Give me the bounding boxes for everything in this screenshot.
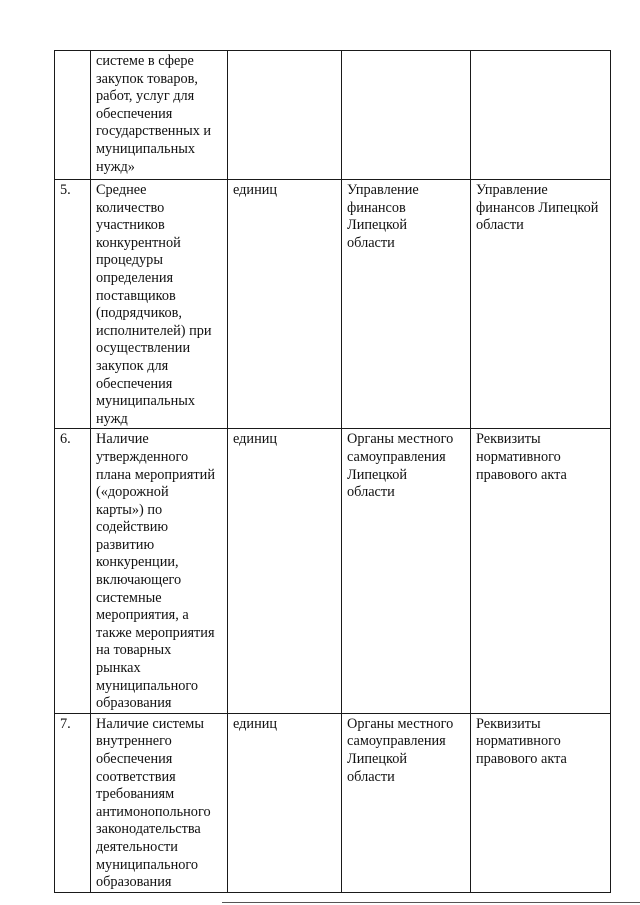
indicator-name-line: обеспечения xyxy=(96,751,173,767)
row-number-cell xyxy=(55,51,91,180)
indicator-name-line: исполнителей) при xyxy=(96,322,212,339)
org-line: Органы местного xyxy=(347,715,454,732)
indicator-name-line: муниципального xyxy=(96,677,199,694)
indicator-name-line: определения xyxy=(96,269,174,286)
source-line: Реквизиты xyxy=(476,715,541,732)
table-row xyxy=(55,429,611,714)
indicator-name-line: деятельности xyxy=(96,838,178,855)
data-source-cell xyxy=(471,713,611,892)
source-line: области xyxy=(476,217,524,234)
indicator-name-line: («дорожной xyxy=(96,484,169,501)
indicator-name-line: плана мероприятий xyxy=(96,466,215,483)
indicator-name-line: Наличие xyxy=(96,431,149,448)
data-source-cell xyxy=(471,51,611,180)
indicator-name-line: также мероприятия xyxy=(96,624,215,641)
indicator-name-line: конкурентной xyxy=(96,234,181,251)
indicator-name-line: системные xyxy=(96,589,162,606)
indicator-name-cell xyxy=(91,180,228,429)
indicator-name-line: обеспечения xyxy=(96,105,173,122)
indicator-name-line: мероприятия, а xyxy=(96,607,189,624)
indicator-name-line: антимонопольного xyxy=(96,803,211,820)
source-line: нормативного xyxy=(476,733,561,750)
indicator-name-line: рынках xyxy=(96,660,141,677)
indicator-name-line: Среднее xyxy=(96,182,147,198)
footer-divider xyxy=(222,902,640,903)
indicator-name-line: соответствия xyxy=(96,768,176,785)
indicator-name-line: конкуренции, xyxy=(96,554,179,571)
indicator-name-line: муниципального xyxy=(96,856,199,873)
indicator-name-line: муниципальных xyxy=(96,393,195,410)
table-row-continuation xyxy=(55,51,611,180)
unit-cell: единиц xyxy=(228,180,342,429)
row-number-cell: 5. xyxy=(55,180,91,429)
source-line: нормативного xyxy=(476,448,561,465)
data-source-cell xyxy=(471,180,611,429)
indicator-name-line: нужд» xyxy=(96,158,135,175)
indicator-name-line: осуществлении xyxy=(96,340,191,357)
source-line: Реквизиты xyxy=(476,431,541,448)
responsible-org-cell xyxy=(342,713,471,892)
indicator-name-line: закупок товаров, xyxy=(96,70,198,87)
org-line: Липецкой xyxy=(347,217,408,234)
indicator-name-line: государственных и xyxy=(96,123,212,140)
indicator-name-line: карты») по xyxy=(96,501,163,518)
indicator-name-cell xyxy=(91,713,228,892)
org-line: самоуправления xyxy=(347,448,446,465)
indicator-name-line: муниципальных xyxy=(96,140,195,157)
org-line: финансов xyxy=(347,199,406,216)
indicator-name-line: обеспечения xyxy=(96,375,173,392)
source-line: финансов Липецкой xyxy=(476,199,599,216)
indicator-name-line: образования xyxy=(96,695,172,712)
org-line: самоуправления xyxy=(347,733,446,750)
org-line: Липецкой xyxy=(347,466,408,483)
indicator-name-line: количество xyxy=(96,199,165,216)
indicator-name-line: развитию xyxy=(96,536,155,553)
indicator-name-line: утвержденного xyxy=(96,448,189,465)
unit-cell: единиц xyxy=(228,429,342,714)
indicator-name-line: требованиям xyxy=(96,786,175,803)
indicator-name-cell xyxy=(91,51,228,180)
indicator-name-line: системе в сфере xyxy=(96,53,194,69)
indicator-name-line: поставщиков xyxy=(96,287,176,304)
indicator-name-line: внутреннего xyxy=(96,733,172,750)
org-line: Липецкой xyxy=(347,751,408,767)
table-row xyxy=(55,713,611,892)
indicators-table xyxy=(54,50,611,893)
row-number-cell: 7. xyxy=(55,713,91,892)
unit-cell: единиц xyxy=(228,713,342,892)
indicator-name-line: на товарных xyxy=(96,642,172,659)
indicator-name-line: (подрядчиков, xyxy=(96,305,182,322)
indicator-name-line: участников xyxy=(96,217,165,234)
source-line: Управление xyxy=(476,182,548,198)
indicator-name-cell xyxy=(91,429,228,714)
responsible-org-cell xyxy=(342,180,471,429)
indicator-name-line: образования xyxy=(96,874,172,891)
row-number-cell: 6. xyxy=(55,429,91,714)
responsible-org-cell xyxy=(342,429,471,714)
indicator-name-line: включающего xyxy=(96,572,182,589)
indicator-name-line: процедуры xyxy=(96,252,163,269)
responsible-org-cell xyxy=(342,51,471,180)
indicator-name-line: содействию xyxy=(96,519,169,536)
indicator-name-line: работ, услуг для xyxy=(96,88,195,105)
org-line: области xyxy=(347,768,395,785)
indicator-name-line: законодательства xyxy=(96,821,201,838)
unit-cell xyxy=(228,51,342,180)
org-line: Управление xyxy=(347,182,419,198)
data-source-cell xyxy=(471,429,611,714)
indicator-name-line: закупок для xyxy=(96,357,169,374)
org-line: области xyxy=(347,234,395,251)
table-row xyxy=(55,180,611,429)
indicator-name-line: Наличие системы xyxy=(96,715,204,732)
indicator-name-line: нужд xyxy=(96,410,128,427)
org-line: Органы местного xyxy=(347,431,454,448)
source-line: правового акта xyxy=(476,751,567,767)
org-line: области xyxy=(347,484,395,501)
source-line: правового акта xyxy=(476,466,567,483)
